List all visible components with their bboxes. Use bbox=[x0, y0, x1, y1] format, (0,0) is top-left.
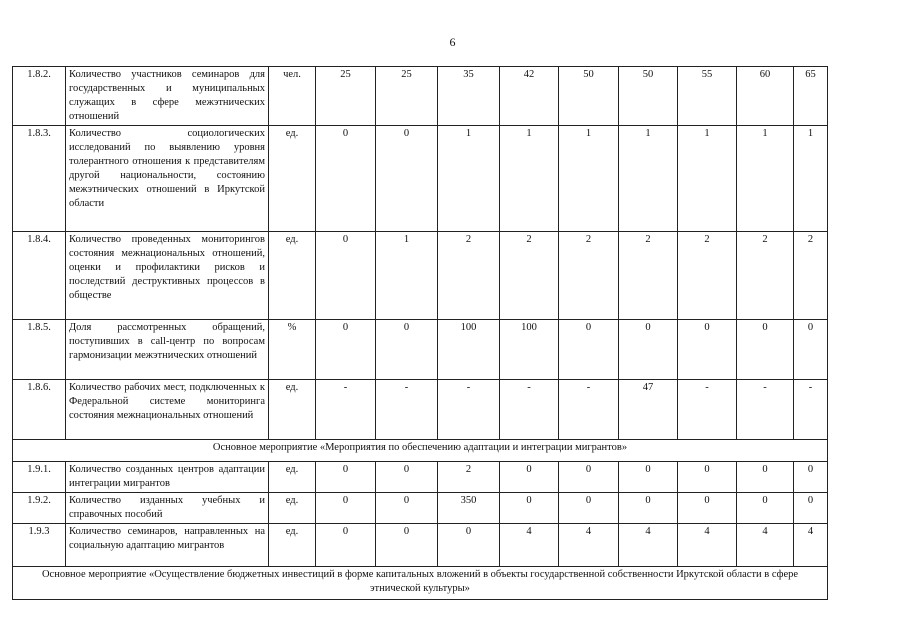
value-cell: 4 bbox=[619, 524, 678, 567]
row-code: 1.8.4. bbox=[13, 232, 66, 320]
section-row bbox=[13, 440, 828, 462]
value-cell: 55 bbox=[678, 67, 737, 126]
page-number: 6 bbox=[449, 35, 456, 49]
value-cell: 2 bbox=[737, 232, 794, 320]
value-cell: - bbox=[316, 380, 376, 440]
row-unit: чел. bbox=[269, 67, 316, 126]
row-code: 1.8.3. bbox=[13, 126, 66, 232]
row-name: Количество созданных центров адаптации интеграции мигрантов bbox=[66, 462, 269, 493]
row-name: Количество изданных учебных и справочных пособий bbox=[66, 493, 269, 524]
row-code: 1.8.5. bbox=[13, 320, 66, 380]
value-cell: 0 bbox=[619, 462, 678, 493]
value-cell: 0 bbox=[500, 462, 559, 493]
value-cell: 50 bbox=[619, 67, 678, 126]
value-cell: 1 bbox=[438, 126, 500, 232]
value-cell: 4 bbox=[500, 524, 559, 567]
row-name: Количество участников семинаров для государственных и муниципальных служащих в сфере межэтнических отношений bbox=[66, 67, 269, 126]
value-cell: 0 bbox=[559, 462, 619, 493]
table-row bbox=[13, 232, 828, 320]
row-code: 1.9.3 bbox=[13, 524, 66, 567]
indicators-table bbox=[12, 66, 828, 600]
value-cell: 2 bbox=[500, 232, 559, 320]
section-title: Основное мероприятие «Осуществление бюджетных инвестиций в форме капитальных вложений в объекты государственной собственности Иркутской области в сфере этнической культуры» bbox=[13, 567, 828, 600]
row-name: Количество социологических исследований по выявлению уровня толерантного отношения к представителям другой национальности, состоянию межэтнических отношений в Иркутской области bbox=[66, 126, 269, 232]
value-cell: - bbox=[737, 380, 794, 440]
value-cell: 2 bbox=[559, 232, 619, 320]
value-cell: 0 bbox=[316, 126, 376, 232]
row-unit: ед. bbox=[269, 126, 316, 232]
value-cell: 0 bbox=[376, 462, 438, 493]
value-cell: 0 bbox=[316, 462, 376, 493]
row-code: 1.8.2. bbox=[13, 67, 66, 126]
row-name: Количество проведенных мониторингов состояния межнациональных отношений, оценки и профилактики рисков и последствий деструктивных процессов в обществе bbox=[66, 232, 269, 320]
row-unit: ед. bbox=[269, 493, 316, 524]
row-name: Доля рассмотренных обращений, поступивших в call-центр по вопросам гармонизации межэтнических отношений bbox=[66, 320, 269, 380]
value-cell: 1 bbox=[500, 126, 559, 232]
table-row bbox=[13, 67, 828, 126]
value-cell: 4 bbox=[794, 524, 828, 567]
value-cell: 25 bbox=[316, 67, 376, 126]
table-row bbox=[13, 126, 828, 232]
value-cell: 0 bbox=[678, 493, 737, 524]
value-cell: 2 bbox=[438, 462, 500, 493]
row-unit: ед. bbox=[269, 380, 316, 440]
value-cell: 0 bbox=[737, 320, 794, 380]
value-cell: 0 bbox=[559, 493, 619, 524]
value-cell: 60 bbox=[737, 67, 794, 126]
row-unit: % bbox=[269, 320, 316, 380]
value-cell: 0 bbox=[678, 462, 737, 493]
value-cell: 0 bbox=[737, 493, 794, 524]
value-cell: - bbox=[559, 380, 619, 440]
value-cell: - bbox=[376, 380, 438, 440]
value-cell: 2 bbox=[619, 232, 678, 320]
value-cell: 350 bbox=[438, 493, 500, 524]
value-cell: 0 bbox=[559, 320, 619, 380]
value-cell: 4 bbox=[678, 524, 737, 567]
value-cell: 0 bbox=[794, 462, 828, 493]
value-cell: 2 bbox=[794, 232, 828, 320]
table-row bbox=[13, 320, 828, 380]
value-cell: 0 bbox=[376, 320, 438, 380]
value-cell: 0 bbox=[376, 493, 438, 524]
value-cell: 25 bbox=[376, 67, 438, 126]
table-row bbox=[13, 462, 828, 493]
value-cell: - bbox=[500, 380, 559, 440]
value-cell: 0 bbox=[376, 524, 438, 567]
value-cell: 0 bbox=[619, 320, 678, 380]
value-cell: 4 bbox=[737, 524, 794, 567]
table-row bbox=[13, 524, 828, 567]
value-cell: 35 bbox=[438, 67, 500, 126]
value-cell: 0 bbox=[794, 320, 828, 380]
value-cell: 1 bbox=[737, 126, 794, 232]
row-unit: ед. bbox=[269, 462, 316, 493]
value-cell: 50 bbox=[559, 67, 619, 126]
value-cell: 1 bbox=[376, 232, 438, 320]
value-cell: - bbox=[678, 380, 737, 440]
value-cell: 1 bbox=[678, 126, 737, 232]
table-row bbox=[13, 380, 828, 440]
value-cell: 0 bbox=[794, 493, 828, 524]
value-cell: 65 bbox=[794, 67, 828, 126]
row-unit: ед. bbox=[269, 524, 316, 567]
value-cell: 0 bbox=[438, 524, 500, 567]
value-cell: 0 bbox=[316, 493, 376, 524]
value-cell: 0 bbox=[376, 126, 438, 232]
section-title: Основное мероприятие «Мероприятия по обеспечению адаптации и интеграции мигрантов» bbox=[13, 440, 828, 462]
value-cell: - bbox=[794, 380, 828, 440]
value-cell: 2 bbox=[678, 232, 737, 320]
value-cell: 2 bbox=[438, 232, 500, 320]
row-code: 1.8.6. bbox=[13, 380, 66, 440]
value-cell: 100 bbox=[500, 320, 559, 380]
value-cell: 100 bbox=[438, 320, 500, 380]
row-name: Количество рабочих мест, подключенных к Федеральной системе мониторинга состояния межнациональных отношений bbox=[66, 380, 269, 440]
row-unit: ед. bbox=[269, 232, 316, 320]
section-row bbox=[13, 567, 828, 600]
row-code: 1.9.2. bbox=[13, 493, 66, 524]
value-cell: 4 bbox=[559, 524, 619, 567]
value-cell: 0 bbox=[316, 524, 376, 567]
row-code: 1.9.1. bbox=[13, 462, 66, 493]
value-cell: - bbox=[438, 380, 500, 440]
value-cell: 1 bbox=[794, 126, 828, 232]
value-cell: 1 bbox=[619, 126, 678, 232]
value-cell: 42 bbox=[500, 67, 559, 126]
value-cell: 47 bbox=[619, 380, 678, 440]
table-row bbox=[13, 493, 828, 524]
value-cell: 0 bbox=[316, 232, 376, 320]
value-cell: 1 bbox=[559, 126, 619, 232]
value-cell: 0 bbox=[619, 493, 678, 524]
value-cell: 0 bbox=[316, 320, 376, 380]
value-cell: 0 bbox=[678, 320, 737, 380]
row-name: Количество семинаров, направленных на социальную адаптацию мигрантов bbox=[66, 524, 269, 567]
value-cell: 0 bbox=[737, 462, 794, 493]
value-cell: 0 bbox=[500, 493, 559, 524]
